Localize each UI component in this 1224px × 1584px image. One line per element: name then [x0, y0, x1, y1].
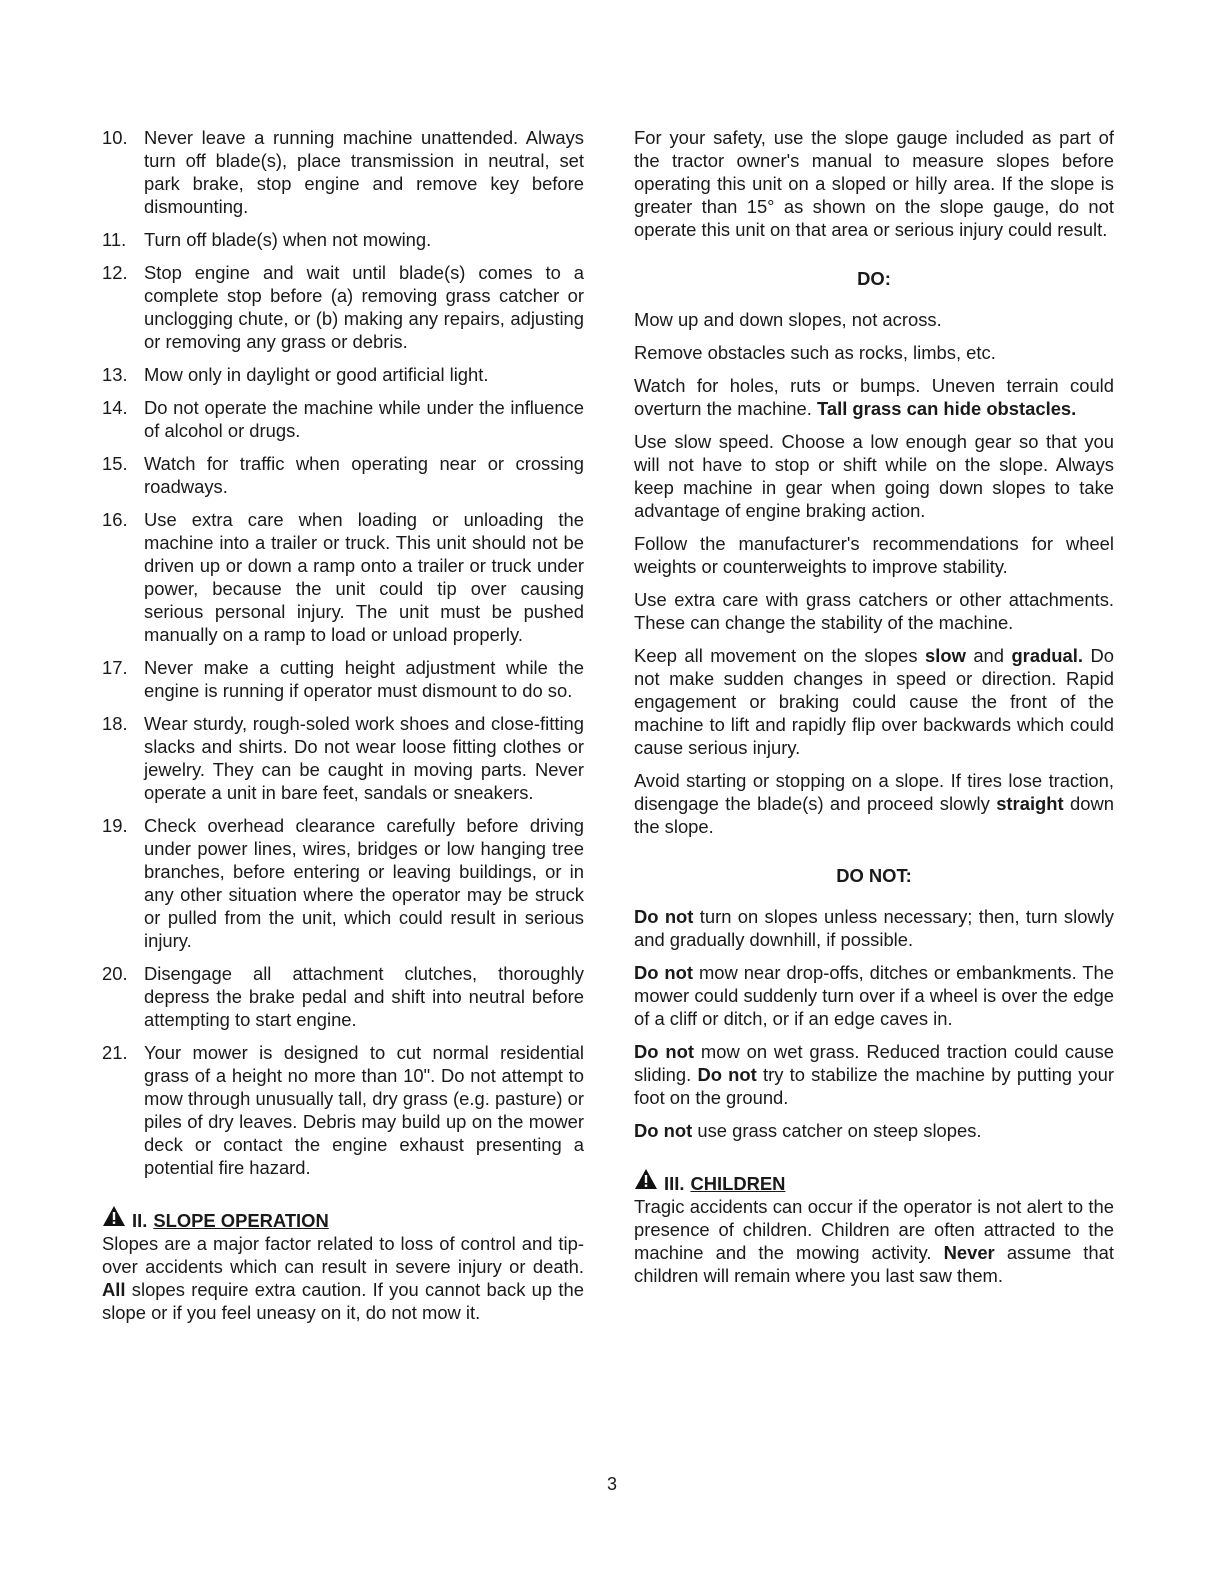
do-not-item — [634, 1119, 1114, 1142]
slope-operation-body — [102, 1232, 584, 1324]
do-not-item — [634, 905, 1114, 951]
body-emphasis: Never — [943, 1242, 995, 1263]
body-emphasis: Do not — [634, 962, 694, 983]
item-number: 16. — [102, 509, 128, 530]
section-numeral: II. — [132, 1210, 148, 1231]
right-column — [634, 126, 1114, 1287]
list-item — [102, 452, 584, 498]
item-number: 15. — [102, 453, 128, 474]
list-item — [102, 396, 584, 442]
body-emphasis: gradual. — [1011, 645, 1083, 666]
section-title: CHILDREN — [690, 1173, 786, 1194]
body-text: use grass catcher on steep slopes. — [697, 1120, 982, 1141]
body-emphasis: Do not — [634, 1120, 693, 1141]
list-item — [102, 814, 584, 952]
do-item: Use slow speed. Choose a low enough gear so that you will not have to stop or shift while on the slope. Always keep machine in gear when going down slopes to take advantage of engine braking action. — [634, 431, 1114, 521]
item-text: Watch for traffic when operating near or crossing roadways. — [144, 453, 584, 497]
body-emphasis: Tall grass can hide obstacles. — [817, 398, 1077, 419]
body-text: down the slope. — [634, 793, 1114, 837]
item-number: 12. — [102, 262, 128, 283]
do-heading: DO: — [857, 268, 891, 289]
section-title: SLOPE OPERATION — [153, 1210, 329, 1231]
body-text: Slopes are a major factor related to loss of control and tip-over accidents which can result in severe injury or death. — [102, 1233, 584, 1277]
list-item — [102, 712, 584, 804]
body-text: Do not make sudden changes in speed or direction. Rapid engagement or braking could cause the front of the machine to lift and rapidly flip over backwards which could cause serious injury. — [634, 645, 1114, 758]
warning-icon — [634, 1168, 658, 1195]
body-text: assume that children will remain where you last saw them. — [634, 1242, 1114, 1286]
item-number: 19. — [102, 815, 128, 836]
list-item — [102, 656, 584, 702]
slope-gauge-intro: For your safety, use the slope gauge included as part of the tractor owner's manual to measure slopes before operating this unit on a sloped or hilly area. If the slope is greater than 15° as shown on the slope gauge, do not operate this unit on that area or serious injury could result. — [634, 127, 1114, 240]
item-text: Never leave a running machine unattended. Always turn off blade(s), place transmission in neutral, set park brake, stop engine and remove key before dismounting. — [144, 127, 584, 217]
list-item — [102, 363, 584, 386]
body-emphasis: Do not — [697, 1064, 757, 1085]
item-text: Never make a cutting height adjustment while the engine is running if operator must dismount to do so. — [144, 657, 584, 701]
do-not-item — [634, 961, 1114, 1030]
list-item — [102, 261, 584, 353]
body-text: Tragic accidents can occur if the operator is not alert to the presence of children. Children are often attracted to the machine and the mowing activity. — [634, 1196, 1114, 1263]
do-item — [634, 644, 1114, 759]
do-item: Use extra care with grass catchers or other attachments. These can change the stability of the machine. — [634, 589, 1114, 633]
do-not-heading: DO NOT: — [836, 865, 912, 886]
warning-icon — [102, 1205, 126, 1232]
slope-operation-heading — [102, 1205, 584, 1232]
left-column — [102, 126, 584, 1324]
body-emphasis: Do not — [634, 906, 694, 927]
body-text: try to stabilize the machine by putting your foot on the ground. — [634, 1064, 1115, 1108]
item-text: Stop engine and wait until blade(s) comes to a complete stop before (a) removing grass catcher or unclogging chute, or (b) making any repairs, adjusting or removing any grass or debris. — [144, 262, 584, 352]
item-number: 14. — [102, 397, 128, 418]
body-emphasis: All — [102, 1279, 126, 1300]
body-text: Avoid starting or stopping on a slope. If tires lose traction, disengage the blade(s) and proceed slowly — [634, 770, 1114, 814]
item-number: 21. — [102, 1042, 128, 1063]
item-text: Disengage all attachment clutches, thoroughly depress the brake pedal and shift into neutral before attempting to start engine. — [144, 963, 584, 1030]
do-not-item — [634, 1040, 1114, 1109]
section-numeral: III. — [664, 1173, 685, 1194]
item-text: Do not operate the machine while under the influence of alcohol or drugs. — [144, 397, 584, 441]
body-text: and — [973, 645, 1005, 666]
children-heading — [634, 1168, 1114, 1195]
page-number: 3 — [606, 1474, 617, 1494]
body-text: mow on wet grass. Reduced traction could cause sliding. — [634, 1041, 1115, 1085]
item-text: Wear sturdy, rough-soled work shoes and close-fitting slacks and shirts. Do not wear loose fitting clothes or jewelry. They can be caught in moving parts. Never operate a unit in bare feet, sandals or sneakers. — [144, 713, 584, 803]
item-number: 13. — [102, 364, 128, 385]
body-text: turn on slopes unless necessary; then, turn slowly and gradually downhill, if possible. — [634, 906, 1114, 950]
do-item — [634, 374, 1114, 420]
item-number: 10. — [102, 127, 128, 148]
item-number: 20. — [102, 963, 128, 984]
body-text: Watch for holes, ruts or bumps. Uneven terrain could overturn the machine. — [634, 375, 1114, 419]
do-item — [634, 769, 1114, 838]
list-item — [102, 962, 584, 1031]
list-item — [102, 228, 584, 251]
body-text: mow near drop-offs, ditches or embankments. The mower could suddenly turn over if a wheel is over the edge of a cliff or ditch, or if an edge caves in. — [634, 962, 1114, 1029]
list-item — [102, 126, 584, 218]
body-text: slopes require extra caution. If you cannot back up the slope or if you feel uneasy on it, do not mow it. — [102, 1279, 584, 1323]
item-number: 11. — [102, 229, 127, 250]
children-body — [634, 1195, 1114, 1287]
item-text: Turn off blade(s) when not mowing. — [144, 229, 432, 250]
body-emphasis: straight — [996, 793, 1064, 814]
do-item: Remove obstacles such as rocks, limbs, etc. — [634, 342, 996, 363]
item-text: Check overhead clearance carefully before driving under power lines, wires, bridges or low hanging tree branches, before entering or leaving buildings, or in any other situation where the operator may be struck or pulled from the unit, which could result in serious injury. — [144, 815, 584, 951]
body-text: Keep all movement on the slopes — [634, 645, 918, 666]
item-text: Use extra care when loading or unloading the machine into a trailer or truck. This unit should not be driven up or down a ramp onto a trailer or truck under power, because the unit could tip over causing serious personal injury. The unit must be pushed manually on a ramp to load or unload properly. — [144, 509, 584, 645]
list-item — [102, 1041, 584, 1179]
item-number: 18. — [102, 713, 128, 734]
item-number: 17. — [102, 657, 128, 678]
list-item — [102, 508, 584, 646]
body-emphasis: Do not — [634, 1041, 694, 1062]
item-text: Your mower is designed to cut normal residential grass of a height no more than 10". Do not attempt to mow through unusually tall, dry grass (e.g. pasture) or piles of dry leaves. Debris may build up on the mower deck or contact the engine exhaust presenting a potential fire hazard. — [144, 1042, 584, 1178]
do-item: Mow up and down slopes, not across. — [634, 309, 942, 330]
item-text: Mow only in daylight or good artificial light. — [144, 364, 489, 385]
body-emphasis: slow — [925, 645, 966, 666]
do-item: Follow the manufacturer's recommendations for wheel weights or counterweights to improve stability. — [634, 533, 1114, 577]
safety-rules-list — [102, 126, 584, 1179]
